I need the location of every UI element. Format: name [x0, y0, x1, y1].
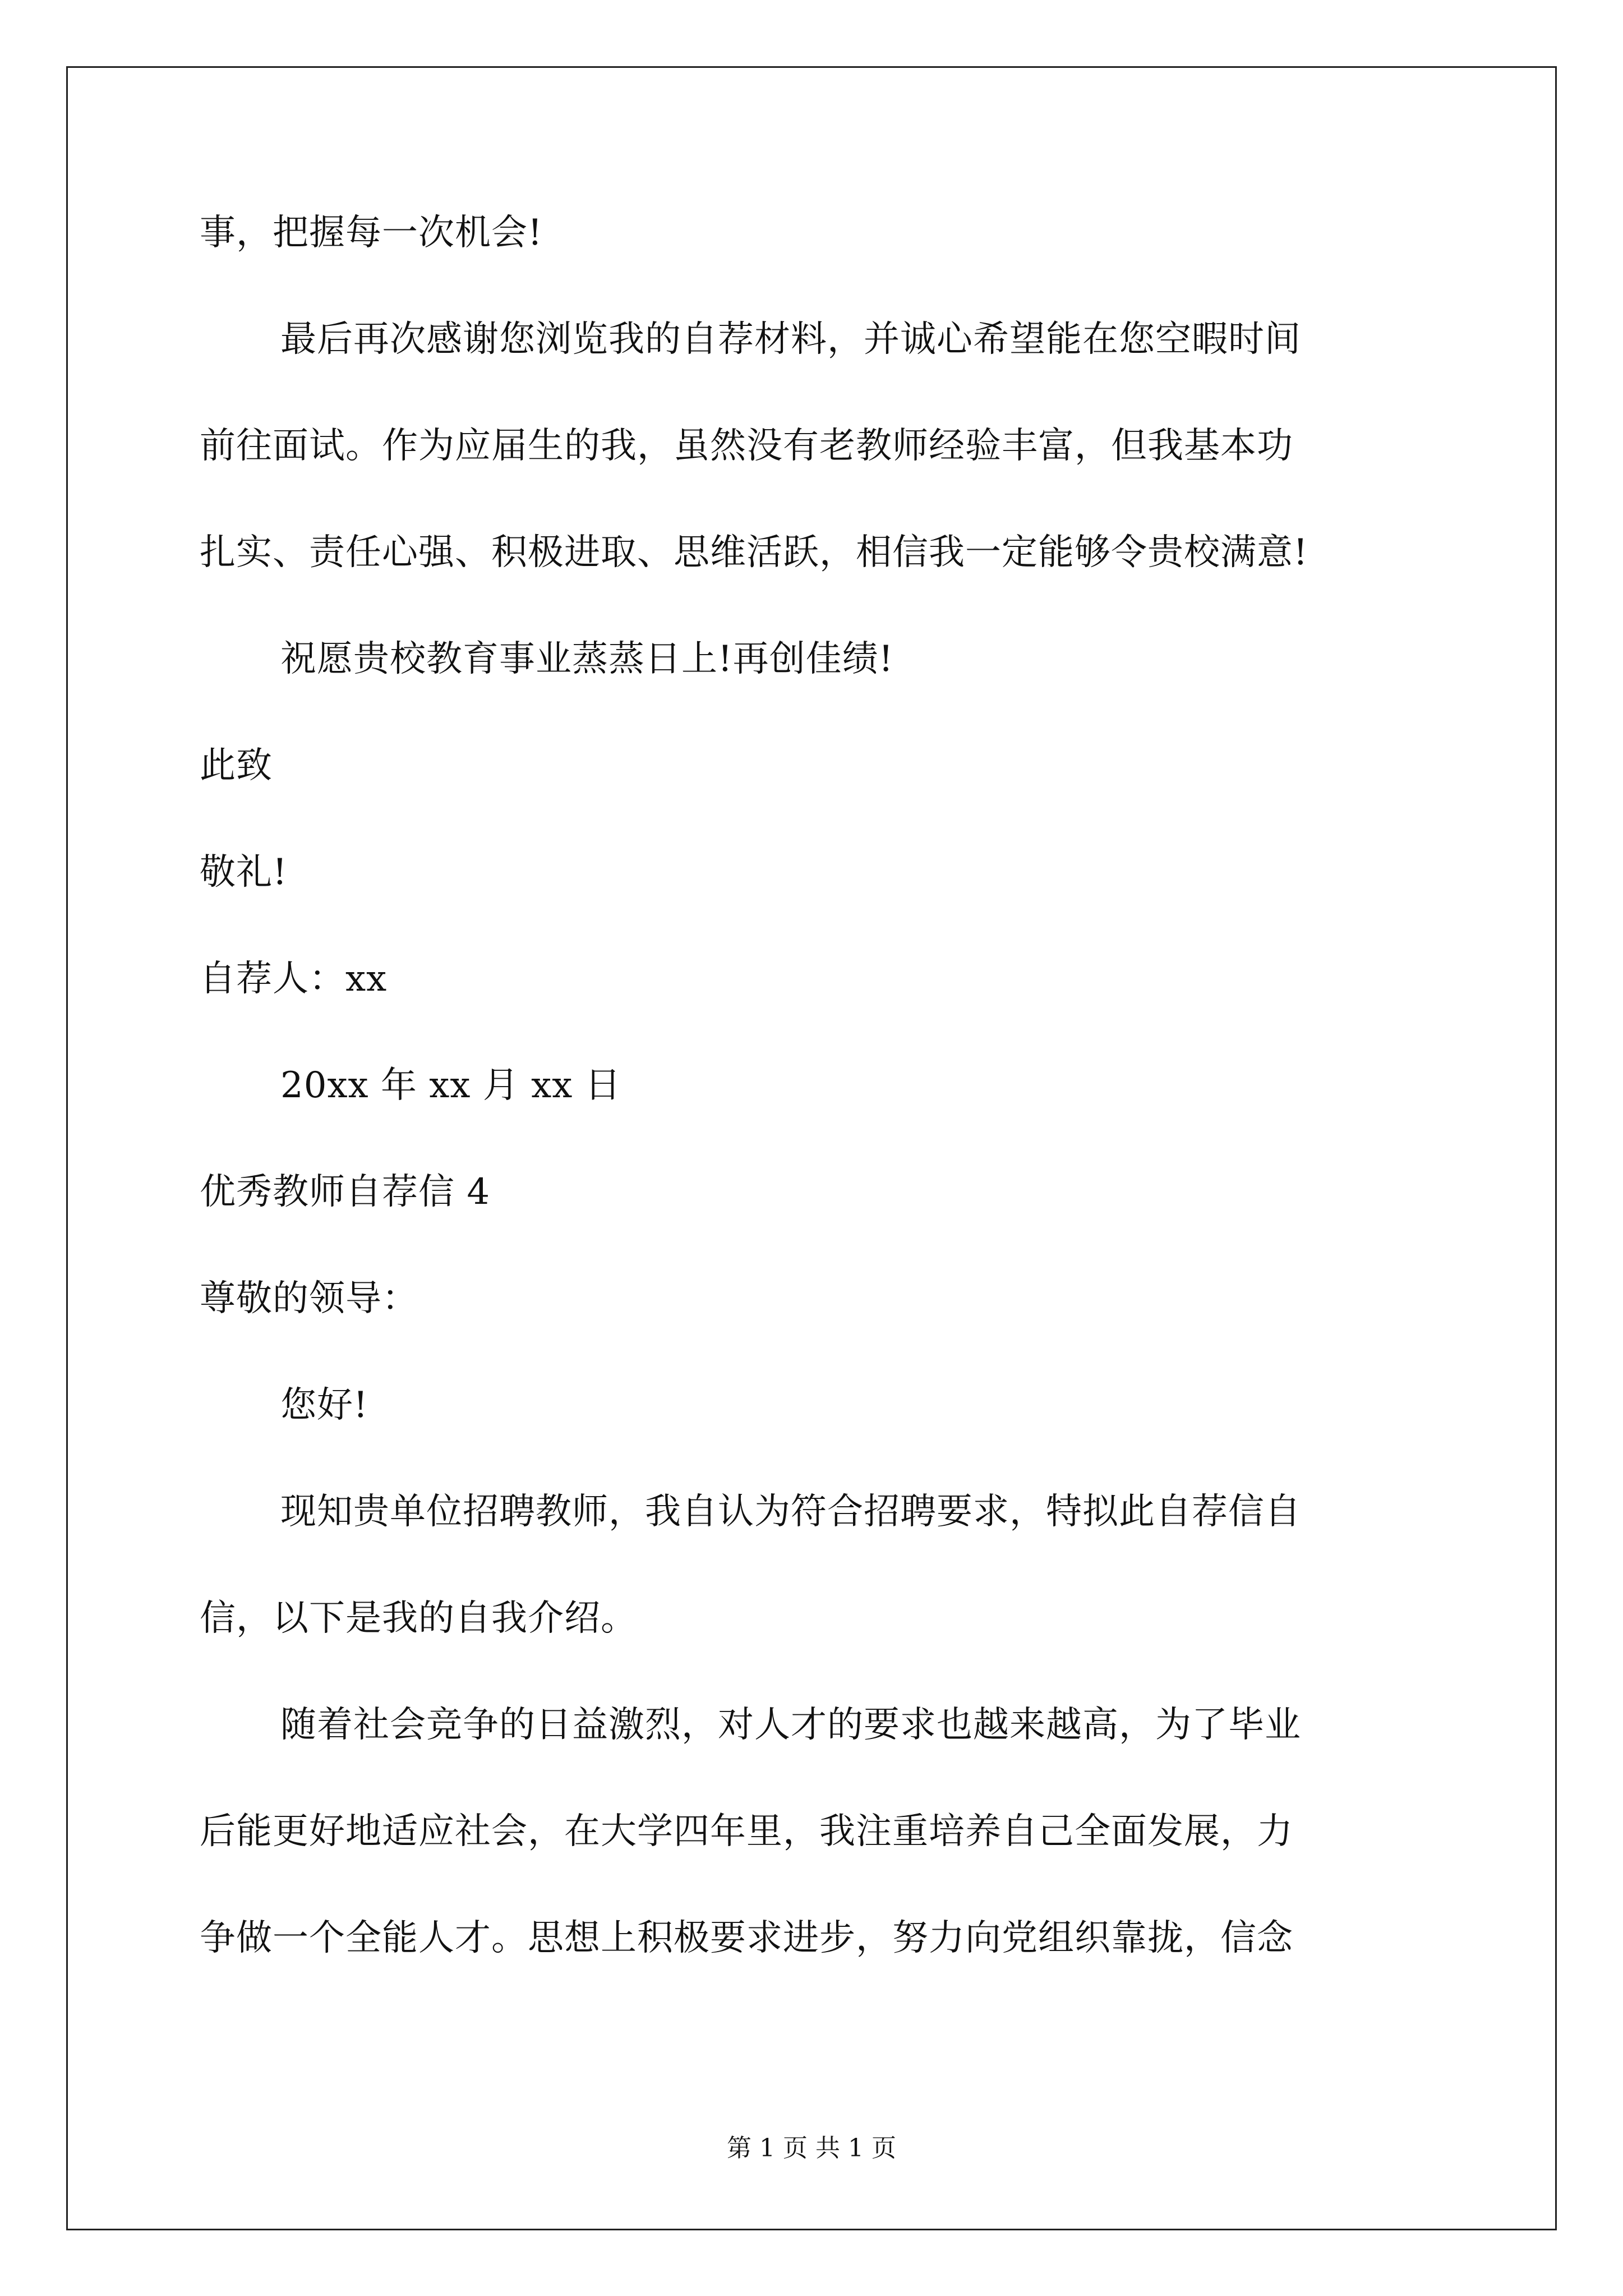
text-line-14: 信，以下是我的自我介绍。: [200, 1598, 637, 1639]
text-line-13: 现知贵单位招聘教师，我自认为符合招聘要求，特拟此自荐信自: [280, 1491, 1301, 1533]
text-line-3: 前往面试。作为应届生的我，虽然没有老教师经验丰富，但我基本功: [200, 425, 1293, 467]
greeting: 您好!: [280, 1384, 368, 1426]
text-line-17: 争做一个全能人才。思想上积极要求进步，努力向党组织靠拢，信念: [200, 1917, 1293, 1959]
page-border: [66, 66, 1557, 2230]
salutation: 尊敬的领导：: [200, 1278, 418, 1319]
text-line-16: 后能更好地适应社会，在大学四年里，我注重培养自己全面发展，力: [200, 1811, 1293, 1852]
text-line-2: 最后再次感谢您浏览我的自荐材料，并诚心希望能在您空暇时间: [280, 319, 1301, 360]
text-line-15: 随着社会竞争的日益激烈，对人才的要求也越来越高，为了毕业: [280, 1704, 1301, 1746]
text-line-7: 敬礼!: [200, 852, 288, 893]
text-line-8: 自荐人：xx: [200, 958, 388, 1000]
text-line-5: 祝愿贵校教育事业蒸蒸日上!再创佳绩!: [280, 638, 894, 680]
text-line-4: 扎实、责任心强、积极进取、思维活跃，相信我一定能够令贵校满意!: [200, 532, 1308, 573]
section-title: 优秀教师自荐信 4: [200, 1171, 491, 1213]
text-line-6: 此致: [200, 745, 273, 786]
date-line: 20xx 年 xx 月 xx 日: [280, 1065, 621, 1106]
page-footer: 第 1 页 共 1 页: [727, 2134, 896, 2162]
text-line-1: 事，把握每一次机会!: [200, 212, 543, 254]
